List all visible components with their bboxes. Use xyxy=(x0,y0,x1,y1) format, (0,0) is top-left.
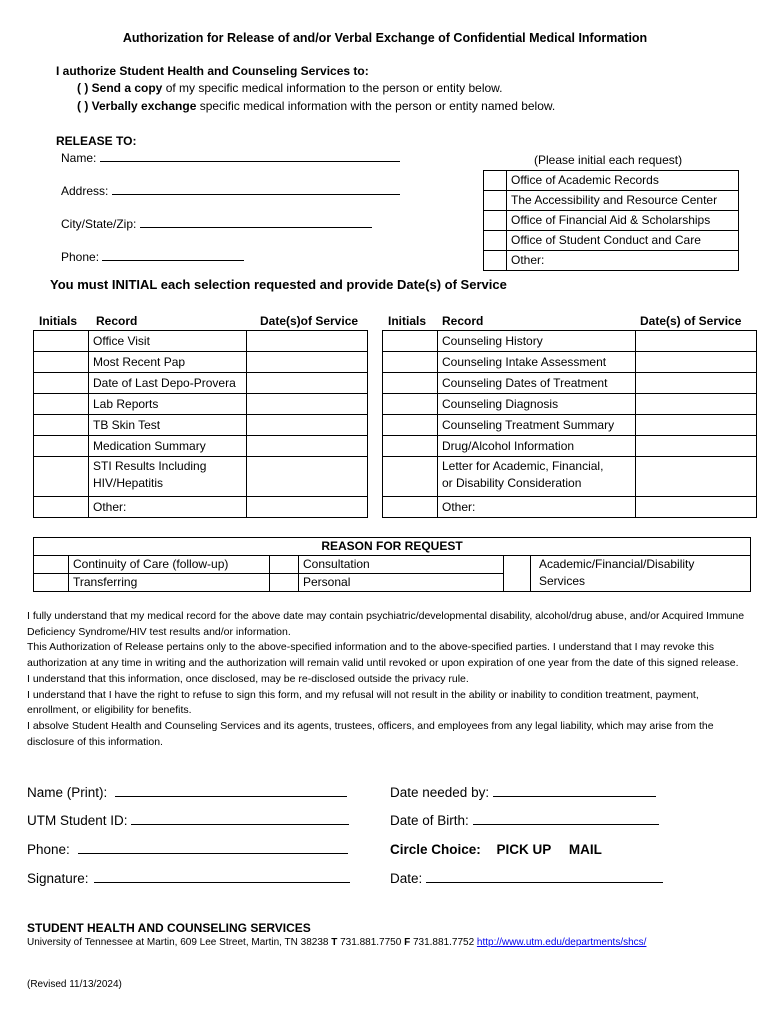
circle-choice-row xyxy=(390,842,602,857)
table-row xyxy=(383,497,757,518)
circle-choice-label: Circle Choice: xyxy=(390,842,481,857)
initials-cell[interactable] xyxy=(383,331,438,352)
date-cell[interactable] xyxy=(247,352,368,373)
date-cell[interactable] xyxy=(636,436,757,457)
release-city-field[interactable] xyxy=(140,217,372,228)
initials-cell[interactable] xyxy=(34,497,89,518)
reason-checkbox-personal[interactable] xyxy=(270,574,299,592)
reason-checkbox-academic[interactable] xyxy=(504,556,531,592)
date-cell[interactable] xyxy=(636,352,757,373)
left-record-header: Record xyxy=(96,314,138,328)
office-initial-box[interactable] xyxy=(484,171,507,191)
record-name: Date of Last Depo-Provera xyxy=(89,373,247,394)
dob-label: Date of Birth: xyxy=(390,813,469,828)
date-cell[interactable] xyxy=(636,373,757,394)
form-title: Authorization for Release of and/or Verbal Exchange of Confidential Medical Information xyxy=(122,31,648,45)
send-copy-option[interactable] xyxy=(77,81,503,95)
date-cell[interactable] xyxy=(247,497,368,518)
table-row xyxy=(34,457,368,497)
record-name xyxy=(89,457,247,497)
office-initial-box[interactable] xyxy=(484,191,507,211)
record-name: Office Visit xyxy=(89,331,247,352)
reason-header-row xyxy=(34,538,751,556)
record-name: Counseling Intake Assessment xyxy=(438,352,636,373)
record-name xyxy=(438,457,636,497)
office-label: Office of Academic Records xyxy=(507,171,739,191)
record-name: Most Recent Pap xyxy=(89,352,247,373)
table-row xyxy=(34,415,368,436)
phone-label: Phone: xyxy=(27,842,70,857)
offices-note: (Please initial each request) xyxy=(534,153,683,167)
record-name: Drug/Alcohol Information xyxy=(438,436,636,457)
table-row xyxy=(383,457,757,497)
office-label: Other: xyxy=(507,251,739,271)
initials-cell[interactable] xyxy=(34,352,89,373)
record-name-line1: Letter for Academic, Financial, xyxy=(442,459,604,473)
release-to-heading: RELEASE TO: xyxy=(56,134,137,148)
release-name-label: Name: xyxy=(61,151,97,165)
disclaimer-paragraph: I fully understand that my medical record for the above date may contain psychiatric/developmental disability, alcohol/drug abuse, and/or Acquired Immune Deficiency Syndrome/HIV test results and/or information. xyxy=(27,610,745,638)
disclaimer-paragraph: I absolve Student Health and Counseling Services and its agents, trustees, officers, and employees from any legal liability, which may arise from the disclosure of this information. xyxy=(27,719,714,748)
reason-checkbox-continuity[interactable] xyxy=(34,556,69,574)
record-other[interactable]: Other: xyxy=(438,497,636,518)
initials-cell[interactable] xyxy=(34,331,89,352)
release-name-row xyxy=(61,151,400,165)
release-address-row xyxy=(61,184,400,198)
date-cell[interactable] xyxy=(247,436,368,457)
footer-t-label: T xyxy=(331,937,338,948)
release-address-label: Address: xyxy=(61,184,109,198)
mail-option[interactable]: MAIL xyxy=(568,842,602,857)
date-cell[interactable] xyxy=(636,497,757,518)
date-cell[interactable] xyxy=(636,331,757,352)
table-row xyxy=(34,497,368,518)
initials-cell[interactable] xyxy=(34,457,89,497)
date-cell[interactable] xyxy=(247,394,368,415)
release-city-label: City/State/Zip: xyxy=(61,217,137,231)
table-row xyxy=(383,436,757,457)
footer-f-label: F xyxy=(404,937,411,948)
table-row xyxy=(383,352,757,373)
date-cell[interactable] xyxy=(636,457,757,497)
date-needed-row xyxy=(390,785,656,800)
initials-cell[interactable] xyxy=(383,352,438,373)
office-label: The Accessibility and Resource Center xyxy=(507,191,739,211)
office-row xyxy=(484,231,739,251)
initials-cell[interactable] xyxy=(34,394,89,415)
footer-contact xyxy=(27,937,646,948)
office-row xyxy=(484,191,739,211)
record-name: Counseling History xyxy=(438,331,636,352)
release-phone-label: Phone: xyxy=(61,250,100,264)
student-id-label: UTM Student ID: xyxy=(27,813,128,828)
name-print-label: Name (Print): xyxy=(27,785,108,800)
release-phone-field[interactable] xyxy=(102,250,244,261)
disclaimer-paragraph: I understand that I have the right to refuse to sign this form, and my refusal will not result in the ability or inability to condition treatment, payment, enrollment, or eligibility for benefits. xyxy=(27,688,699,717)
date-cell[interactable] xyxy=(636,415,757,436)
reason-personal: Personal xyxy=(299,574,504,592)
disclaimer-text xyxy=(27,609,747,750)
signature-field[interactable] xyxy=(94,872,350,883)
table-row xyxy=(34,331,368,352)
dob-field[interactable] xyxy=(473,814,659,825)
right-initials-header: Initials xyxy=(388,314,427,328)
footer-phone: 731.881.7750 xyxy=(337,937,405,948)
student-id-field[interactable] xyxy=(131,814,349,825)
offices-table xyxy=(483,170,739,271)
reason-academic xyxy=(531,556,751,592)
record-other[interactable]: Other: xyxy=(89,497,247,518)
office-label: Office of Financial Aid & Scholarships xyxy=(507,211,739,231)
initials-cell[interactable] xyxy=(34,415,89,436)
table-row xyxy=(34,436,368,457)
office-initial-box[interactable] xyxy=(484,211,507,231)
record-name-line2: or Disability Consideration xyxy=(442,476,582,490)
record-name-line1: STI Results Including xyxy=(93,459,207,473)
phone-row xyxy=(27,842,348,857)
date-cell[interactable] xyxy=(247,457,368,497)
left-initials-header: Initials xyxy=(39,314,78,328)
verbal-exchange-text: specific medical information with the person or entity named below. xyxy=(196,99,556,113)
reason-transferring: Transferring xyxy=(69,574,270,592)
reason-continuity: Continuity of Care (follow-up) xyxy=(69,556,270,574)
reason-table xyxy=(33,537,751,592)
release-city-row xyxy=(61,217,372,231)
footer-address: University of Tennessee at Martin, 609 Lee Street, Martin, TN 38238 xyxy=(27,937,332,948)
reason-row xyxy=(34,556,751,574)
table-row xyxy=(383,394,757,415)
initials-cell[interactable] xyxy=(383,415,438,436)
disclaimer-paragraph: This Authorization of Release pertains only to the above-specified information and to the above-specified parties. I understand that I may revoke this authorization at any time in writing and the authorization will remain valid until revoked or upon expiration of one year from the date of this signed release. xyxy=(27,641,739,670)
revised-date: (Revised 11/13/2024) xyxy=(27,979,122,990)
office-initial-box[interactable] xyxy=(484,231,507,251)
footer-fax: 731.881.7752 xyxy=(410,937,477,948)
record-name: Medication Summary xyxy=(89,436,247,457)
initials-cell[interactable] xyxy=(383,497,438,518)
left-records-table xyxy=(33,330,368,518)
release-phone-row xyxy=(61,250,244,264)
initials-cell[interactable] xyxy=(34,436,89,457)
record-name: Counseling Dates of Treatment xyxy=(438,373,636,394)
office-row xyxy=(484,251,739,271)
date-field[interactable] xyxy=(426,872,663,883)
record-name: TB Skin Test xyxy=(89,415,247,436)
date-needed-field[interactable] xyxy=(493,786,656,797)
initials-cell[interactable] xyxy=(383,457,438,497)
table-row xyxy=(34,373,368,394)
table-row xyxy=(34,352,368,373)
office-row xyxy=(484,211,739,231)
name-print-field[interactable] xyxy=(115,786,347,797)
reason-consultation: Consultation xyxy=(299,556,504,574)
authorize-heading: I authorize Student Health and Counseling Services to: xyxy=(56,64,369,78)
reason-heading: REASON FOR REQUEST xyxy=(34,538,751,556)
right-records-table xyxy=(382,330,757,518)
date-label: Date: xyxy=(390,871,423,886)
right-date-header: Date(s) of Service xyxy=(640,314,742,328)
date-cell[interactable] xyxy=(636,394,757,415)
date-needed-label: Date needed by: xyxy=(390,785,490,800)
table-row xyxy=(383,373,757,394)
reason-academic-line1: Academic/Financial/Disability xyxy=(539,557,695,571)
verbal-exchange-option[interactable] xyxy=(77,99,555,113)
dob-row xyxy=(390,813,659,828)
release-address-field[interactable] xyxy=(112,184,400,195)
record-name: Counseling Treatment Summary xyxy=(438,415,636,436)
initial-instruction: You must INITIAL each selection requested and provide Date(s) of Service xyxy=(50,277,507,292)
right-record-header: Record xyxy=(442,314,484,328)
disclaimer-paragraph: I understand that this information, once disclosed, may be re-disclosed outside the privacy rule. xyxy=(27,672,469,685)
initials-cell[interactable] xyxy=(383,373,438,394)
pickup-option[interactable]: PICK UP xyxy=(496,842,552,857)
record-name: Counseling Diagnosis xyxy=(438,394,636,415)
initials-cell[interactable] xyxy=(383,436,438,457)
initials-cell[interactable] xyxy=(383,394,438,415)
date-cell[interactable] xyxy=(247,415,368,436)
phone-field[interactable] xyxy=(78,843,348,854)
left-date-header: Date(s)of Service xyxy=(260,314,359,328)
table-row xyxy=(34,394,368,415)
date-cell[interactable] xyxy=(247,373,368,394)
signature-row xyxy=(27,871,350,886)
release-name-field[interactable] xyxy=(100,151,400,162)
reason-checkbox-consultation[interactable] xyxy=(270,556,299,574)
name-print-row xyxy=(27,785,347,800)
record-name: Lab Reports xyxy=(89,394,247,415)
verbal-exchange-label: ( ) Verbally exchange xyxy=(77,99,197,113)
initials-cell[interactable] xyxy=(34,373,89,394)
send-copy-text: of my specific medical information to the person or entity below. xyxy=(162,81,503,95)
office-row xyxy=(484,171,739,191)
date-cell[interactable] xyxy=(247,331,368,352)
reason-checkbox-transferring[interactable] xyxy=(34,574,69,592)
record-name-line2: HIV/Hepatitis xyxy=(93,476,164,490)
office-label: Office of Student Conduct and Care xyxy=(507,231,739,251)
footer-org: STUDENT HEALTH AND COUNSELING SERVICES xyxy=(27,921,311,935)
table-row xyxy=(383,415,757,436)
reason-academic-line2: Services xyxy=(539,574,586,588)
date-row xyxy=(390,871,663,886)
send-copy-label: ( ) Send a copy xyxy=(77,81,163,95)
footer-link[interactable]: http://www.utm.edu/departments/shcs/ xyxy=(476,937,647,948)
student-id-row xyxy=(27,813,349,828)
signature-label: Signature: xyxy=(27,871,89,886)
office-initial-box[interactable] xyxy=(484,251,507,271)
table-row xyxy=(383,331,757,352)
